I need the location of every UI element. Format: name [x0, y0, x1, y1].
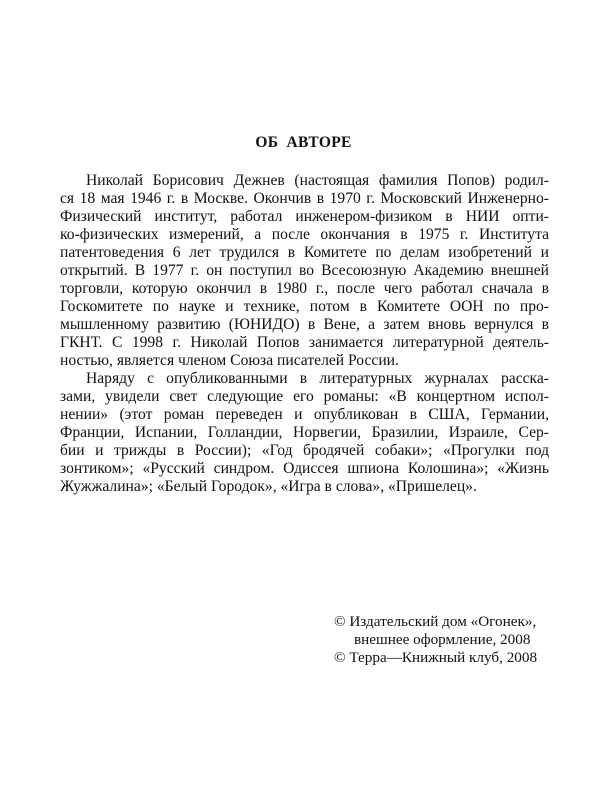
paragraph-1-line-6: открытий. В 1977 г. он поступил во Всесоюзную Академию внешней — [60, 262, 549, 279]
paragraph-1-line-7: торговли, которую окончил в 1980 г., после чего работал сначала в — [60, 280, 549, 297]
paragraph-2-line-4: Франции, Испании, Голландии, Норвегии, Бразилии, Израиле, Сер- — [60, 424, 549, 441]
paragraph-1-line-4: ко-физических измерений, а после окончания в 1975 г. Института — [60, 226, 549, 243]
paragraph-1-line-1: Николай Борисович Дежнев (настоящая фамилия Попов) родил- — [86, 172, 549, 189]
paragraph-2-line-7: Жужжалина»; «Белый Городок», «Игра в слова», «Пришелец». — [60, 478, 477, 495]
page-title: ОБ АВТОРЕ — [255, 134, 352, 151]
paragraph-1-line-9: мышленному развитию (ЮНИДО) в Вене, а затем вновь вернулся в — [60, 316, 549, 333]
paragraph-1-line-3: Физический институт, работал инженером-физиком в НИИ опти- — [60, 208, 549, 225]
paragraph-2-line-1: Наряду с опубликованными в литературных журналах расска- — [86, 370, 549, 387]
paragraph-2-line-6: зонтиком»; «Русский синдром. Одиссея шпиона Колошина»; «Жизнь — [60, 460, 549, 477]
copyright-line-2: внешнее оформление, 2008 — [354, 631, 531, 648]
paragraph-1-line-10: ГКНТ. С 1998 г. Николай Попов занимается литературной деятель- — [60, 334, 549, 351]
paragraph-1-line-2: ся 18 мая 1946 г. в Москве. Окончив в 1970 г. Московский Инженерно- — [60, 190, 549, 207]
paragraph-1-line-5: патентоведения 6 лет трудился в Комитете по делам изобретений и — [60, 244, 549, 261]
paragraph-2-line-5: бии и трижды в России); «Год бродячей собаки»; «Прогулки под — [60, 442, 549, 459]
copyright-line-3: © Терра—Книжный клуб, 2008 — [334, 649, 538, 666]
copyright-line-1: © Издательский дом «Огонек», — [334, 613, 537, 630]
paragraph-1-line-11: ностью, является членом Союза писателей России. — [60, 352, 399, 369]
paragraph-1-line-8: Госкомитете по науке и технике, потом в Комитете ООН по про- — [60, 298, 549, 315]
paragraph-2-line-3: нении» (этот роман переведен и опубликован в США, Германии, — [60, 406, 549, 423]
paragraph-2-line-2: зами, увидели свет следующие его романы: «В концертном испол- — [60, 388, 549, 405]
